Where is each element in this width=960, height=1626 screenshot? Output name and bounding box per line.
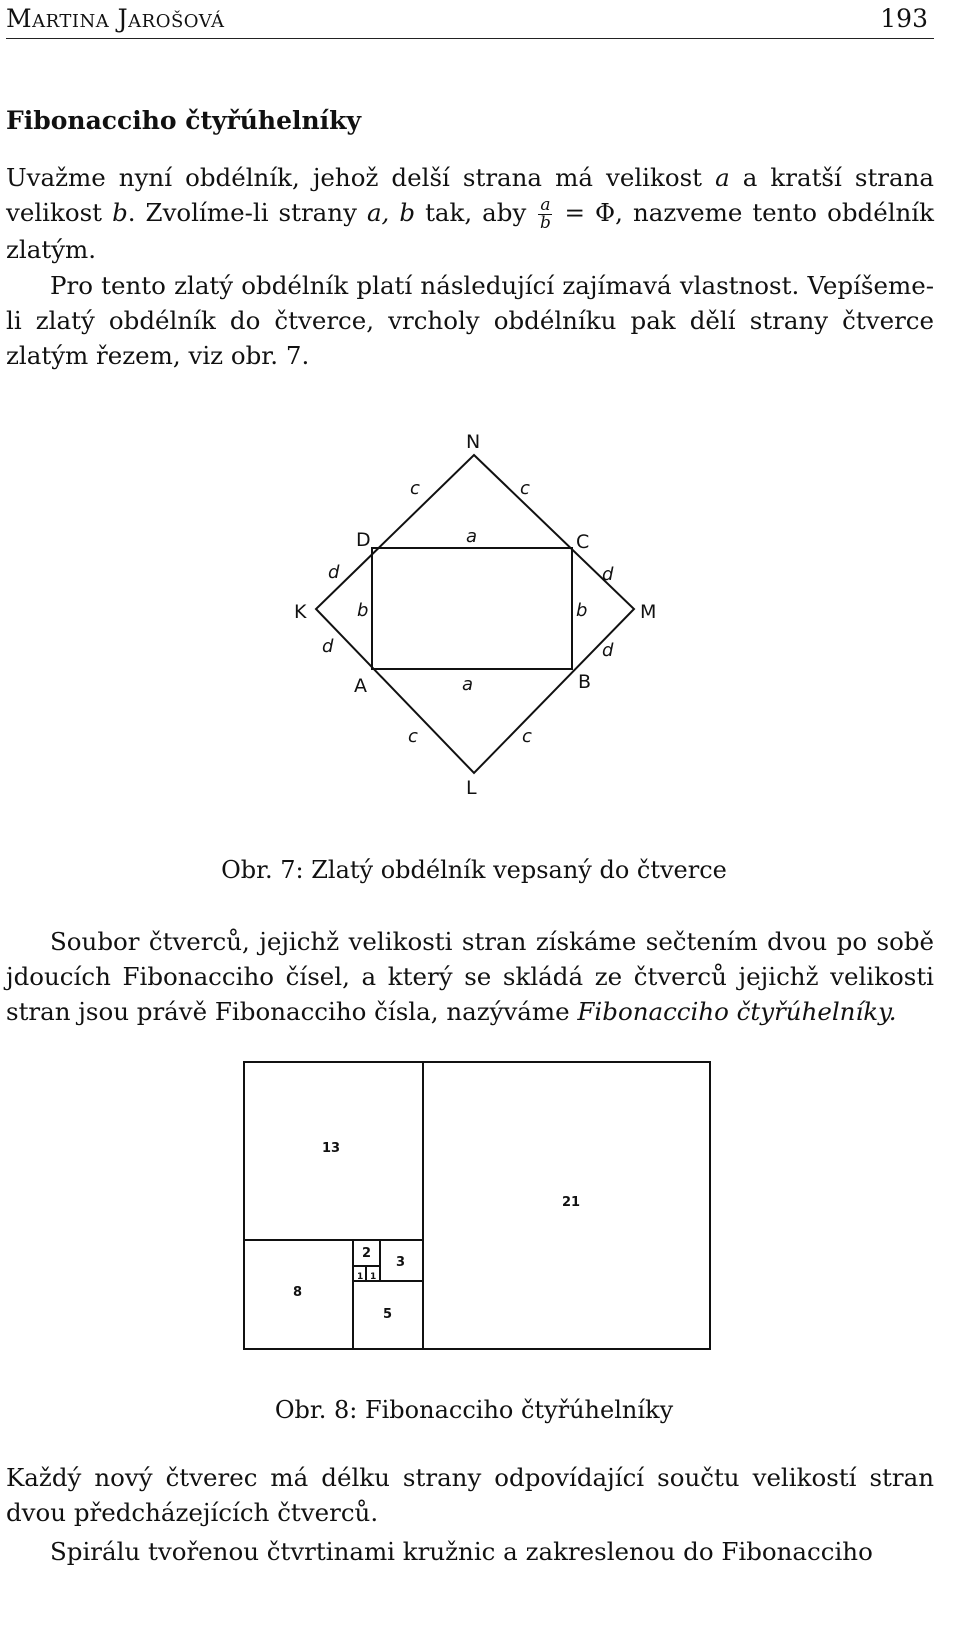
square-label-2: 2 (362, 1246, 372, 1261)
square-label-1a: 1 (357, 1272, 364, 1282)
inner-rectangle (372, 548, 572, 669)
side-d-upper-right: d (602, 564, 614, 585)
square-label-3: 3 (396, 1255, 406, 1270)
side-d-lower-left: d (322, 636, 334, 657)
label-C: C (576, 531, 590, 553)
side-a-bottom: a (462, 674, 474, 695)
figure-8-squares (244, 1062, 710, 1349)
label-K: K (294, 601, 307, 623)
para1-text-3: . Zvolíme-li strany (127, 198, 367, 227)
figure-8-caption: Obr. 8: Fibonacciho čtyřúhelníky (274, 1396, 674, 1424)
side-d-upper-left: d (328, 562, 340, 583)
paragraph-4: Každý nový čtverec má délku strany odpovídající součtu velikostí stran dvou předcházejících čtverců. (6, 1463, 934, 1527)
paragraph-5: Spirálu tvořenou čtvrtinami kružnic a zakreslenou do Fibonacciho (50, 1537, 873, 1566)
para1-text-1: Uvažme nyní obdélník, jehož delší strana má velikost (6, 163, 716, 192)
fraction-denominator: b (539, 213, 551, 233)
label-A: A (354, 675, 367, 697)
para1-text-5: = Φ, nazveme tento obdélník zlatým. (6, 198, 934, 264)
figure-7-labels (294, 431, 656, 799)
figure-7-caption: Obr. 7: Zlatý obdélník vepsaný do čtverce (221, 856, 727, 884)
label-B: B (578, 671, 592, 693)
label-D: D (356, 529, 371, 551)
para3-text: Soubor čtverců, jejichž velikosti stran získáme sečtením dvou po sobě jdoucích Fibonacciho čísel, a který se skládá ze čtverců jejichž velikosti stran jsou právě Fibonacciho čísla, nazýváme (6, 927, 934, 1026)
figure-7-side-labels (322, 478, 614, 747)
label-M: M (640, 601, 657, 623)
fibonacci-outer-frame (244, 1062, 710, 1349)
side-c-upper-left: c (410, 478, 420, 499)
side-b-left: b (357, 600, 369, 621)
figure-8-labels (293, 1141, 580, 1322)
para3-emphasis: Fibonacciho čtyřúhelníky. (577, 997, 897, 1026)
label-N: N (466, 431, 481, 453)
side-b-right: b (576, 600, 588, 621)
side-d-lower-right: d (602, 640, 614, 661)
paragraph-2: Pro tento zlatý obdélník platí následující zajímavá vlastnost. Vepíšeme-li zlatý obdélník do čtverce, vrcholy obdélníku pak dělí strany čtverce zlatým řezem, viz obr. 7. (6, 271, 934, 370)
square-label-1b: 1 (370, 1272, 377, 1282)
page-number: 193 (880, 4, 928, 33)
label-L: L (466, 777, 477, 799)
var-a: a (715, 163, 730, 192)
square-label-13: 13 (322, 1141, 341, 1156)
square-label-8: 8 (293, 1285, 303, 1300)
header-author: Martina Jarošová (6, 4, 225, 33)
side-c-upper-right: c (520, 478, 530, 499)
side-c-lower-right: c (522, 726, 532, 747)
fraction-numerator: a (540, 195, 551, 215)
var-b: b (112, 198, 128, 227)
section-title: Fibonacciho čtyřúhelníky (6, 106, 362, 135)
square-label-5: 5 (383, 1307, 393, 1322)
square-label-21: 21 (562, 1195, 581, 1210)
side-c-lower-left: c (408, 726, 418, 747)
para1-text-2: a kratší strana velikost (6, 163, 935, 227)
paragraph-3 (6, 924, 934, 1029)
para1-text-4: tak, aby (415, 198, 537, 227)
side-a-top: a (466, 526, 478, 547)
var-ab: a, b (366, 198, 416, 227)
